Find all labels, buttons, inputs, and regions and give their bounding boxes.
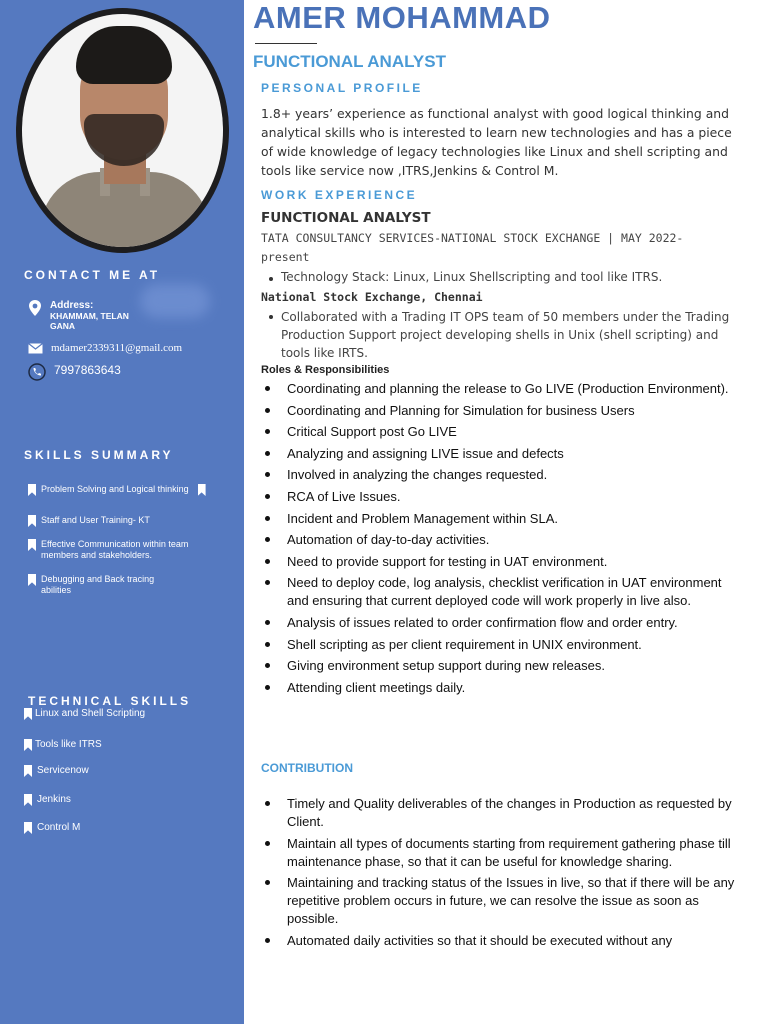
bookmark-icon [24, 765, 32, 777]
list-item: Automated daily activities so that it should be executed without any [261, 932, 741, 950]
phone-icon [28, 363, 46, 381]
experience-heading: WORK EXPERIENCE [261, 188, 418, 202]
list-item: Technology Stack: Linux, Linux Shellscripting and tool like ITRS. [261, 270, 741, 284]
contribution-list [261, 795, 741, 953]
list-item: Coordinating and Planning for Simulation for business Users [261, 402, 741, 420]
contact-email [28, 342, 182, 354]
candidate-name: AMER MOHAMMAD [253, 0, 551, 35]
list-item: Maintain all types of documents starting from requirement gathering phase till maintenance phase, so that it can be useful for knowledge sharing. [261, 835, 741, 871]
technical-heading: TECHNICAL SKILLS [28, 694, 192, 708]
bookmark-icon [24, 822, 32, 834]
bookmark-icon [24, 739, 32, 751]
phone-number[interactable]: 7997863643 [54, 363, 121, 377]
collab-list [261, 308, 731, 362]
company-line: TATA CONSULTANCY SERVICES-NATIONAL STOCK EXCHANGE | MAY 2022-present [261, 231, 684, 264]
bookmark-icon [24, 708, 32, 720]
contribution-heading: CONTRIBUTION [261, 761, 353, 775]
list-item: Incident and Problem Management within SLA. [261, 510, 741, 528]
location-pin-icon [28, 300, 42, 316]
bookmark-icon [28, 539, 36, 551]
list-item: Collaborated with a Trading IT OPS team of 50 members under the Trading Production Support project developing shells in Unix (shell scripting) and tools like IRTS. [261, 308, 731, 362]
contact-phone [28, 363, 121, 381]
list-item: Shell scripting as per client requirement in UNIX environment. [261, 636, 741, 654]
sidebar [0, 0, 244, 1024]
bookmark-icon [28, 574, 36, 586]
list-item: RCA of Live Issues. [261, 488, 741, 506]
email-link[interactable]: mdamer2339311@gmail.com [51, 342, 183, 354]
tech-item: Control M [24, 822, 80, 834]
bookmark-icon [28, 484, 36, 496]
list-item: Critical Support post Go LIVE [261, 423, 741, 441]
profile-photo [22, 14, 223, 247]
role-title: FUNCTIONAL ANALYST [261, 210, 431, 226]
envelope-icon [28, 342, 43, 354]
skill-item: Debugging and Back tracing abilities [28, 574, 178, 596]
profile-photo-frame [16, 8, 229, 253]
skill-item: Problem Solving and Logical thinking [28, 484, 206, 496]
location-line: National Stock Exchange, Chennai [261, 290, 483, 304]
list-item: Giving environment setup support during new releases. [261, 657, 741, 675]
list-item: Maintaining and tracking status of the Issues in live, so that if there will be any repetitive problem occurs in future, we can resolve the issue as soon as possible. [261, 874, 741, 928]
bookmark-icon [24, 794, 32, 806]
address-value: KHAMMAM, TELAN GANA [50, 311, 129, 331]
skills-heading: SKILLS SUMMARY [24, 448, 174, 462]
stack-list [261, 270, 741, 284]
list-item: Need to deploy code, log analysis, checklist verification in UAT environment and ensuring that current deployed code will work properly in live also. [261, 574, 741, 610]
list-item: Involved in analyzing the changes requested. [261, 466, 741, 484]
responsibilities-list [261, 380, 741, 700]
profile-heading: PERSONAL PROFILE [261, 81, 423, 95]
list-item: Timely and Quality deliverables of the changes in Production as requested by Client. [261, 795, 741, 831]
list-item: Attending client meetings daily. [261, 679, 741, 697]
list-item: Coordinating and planning the release to Go LIVE (Production Environment). [261, 380, 741, 398]
tech-item: Linux and Shell Scripting [24, 708, 145, 720]
list-item: Need to provide support for testing in UAT environment. [261, 553, 741, 571]
bookmark-icon [198, 484, 206, 496]
job-title: FUNCTIONAL ANALYST [253, 52, 446, 71]
skill-item: Staff and User Training- KT [28, 515, 150, 527]
profile-text: 1.8+ years’ experience as functional analyst with good logical thinking and analytical skills who is interested to learn new technologies and has a piece of wide knowledge of legacy technologies like Linux and shell scripting and tools like service now ,ITRS,Jenkins & Control M. [261, 106, 732, 178]
roles-label: Roles & Responsibilities [261, 364, 390, 376]
contact-address [28, 300, 150, 331]
skill-item: Effective Communication within team members and stakeholders. [28, 539, 208, 561]
address-label: Address: [50, 300, 94, 311]
list-item: Automation of day-to-day activities. [261, 531, 741, 549]
list-item: Analyzing and assigning LIVE issue and defects [261, 445, 741, 463]
bookmark-icon [28, 515, 36, 527]
tech-item: Servicenow [24, 765, 89, 777]
name-divider [255, 43, 317, 44]
contact-heading: CONTACT ME AT [24, 268, 161, 282]
redacted-blur [140, 284, 210, 318]
tech-item: Jenkins [24, 794, 71, 806]
tech-item: Tools like ITRS [24, 739, 102, 751]
list-item: Analysis of issues related to order confirmation flow and order entry. [261, 614, 741, 632]
